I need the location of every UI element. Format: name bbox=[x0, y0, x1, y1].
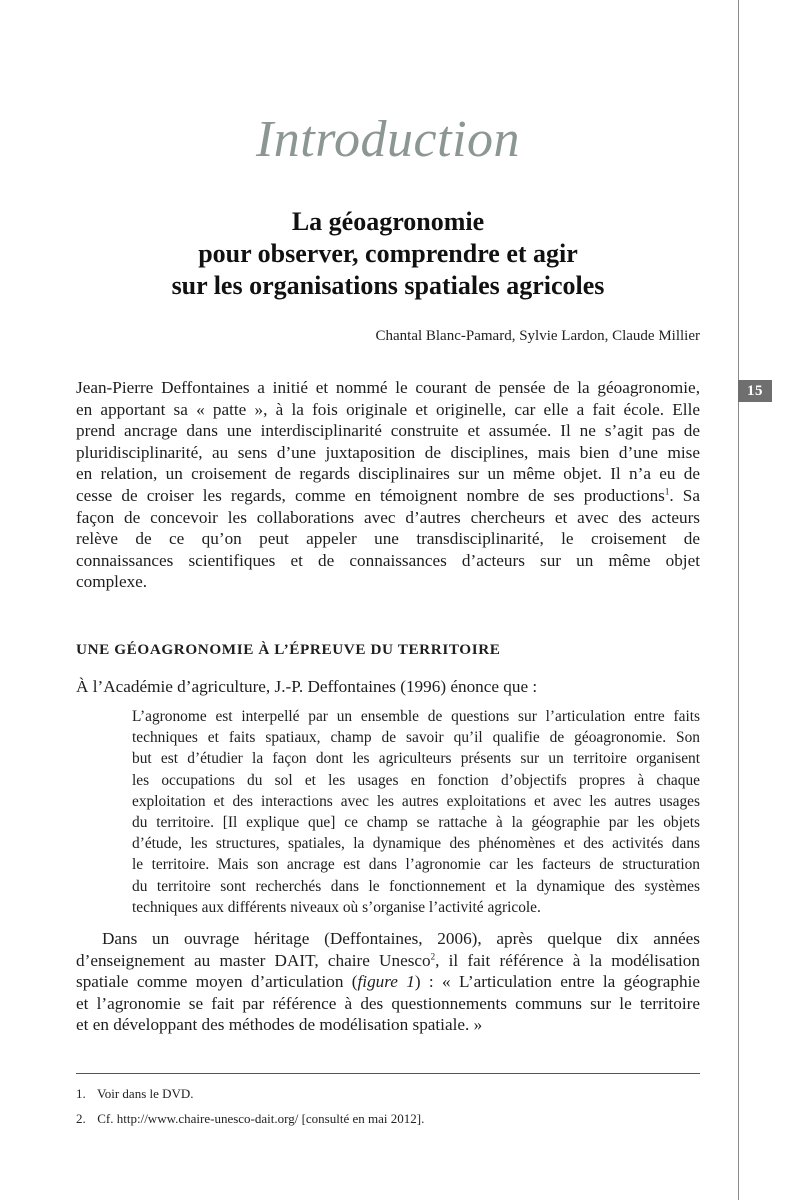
footnote-number: 1. bbox=[76, 1086, 86, 1101]
intro-paragraph bbox=[76, 377, 700, 593]
final-paragraph bbox=[76, 928, 700, 1036]
text-line: et en développant des méthodes de modélisation spatiale. » bbox=[76, 1015, 483, 1035]
text-line bbox=[76, 971, 700, 993]
text-line bbox=[76, 485, 700, 507]
text-line: et l’agronomie se fait par référence à des questionnements communs sur le territoire bbox=[76, 993, 700, 1013]
text-line: relève de ce qu’on peut appeler une transdisciplinarité, le croisement de bbox=[76, 529, 700, 549]
footnotes bbox=[76, 1085, 700, 1135]
quote-line: but est d’étudier la façon dont les agriculteurs présents sur un territoire organisent bbox=[132, 750, 700, 768]
text-line: prend ancrage dans une interdisciplinarité construite et assumée. Il ne s’agit pas de bbox=[76, 421, 700, 441]
margin-rule bbox=[738, 0, 739, 1200]
text-segment: spatiale comme moyen d’articulation ( bbox=[76, 972, 358, 992]
text-line: en apportant sa « patte », à la fois originale et originelle, car elle a fait école. Elle bbox=[76, 399, 700, 419]
title-line: pour observer, comprendre et agir bbox=[198, 239, 578, 268]
text-line: complexe. bbox=[76, 572, 148, 592]
text-line: Dans un ouvrage héritage (Deffontaines, 2006), après quelque dix années bbox=[102, 929, 700, 948]
quote-line: techniques et faits spatiaux, champ de savoir qu’il qualifie de géoagronomie. Son bbox=[132, 729, 700, 747]
text-segment: d’enseignement au master DAIT, chaire Unesco bbox=[76, 950, 431, 970]
footnote bbox=[76, 1085, 700, 1102]
title-line: La géoagronomie bbox=[291, 207, 485, 236]
authors: Chantal Blanc-Pamard, Sylvie Lardon, Claude Millier bbox=[375, 328, 700, 344]
quote-line: les occupations du sol et les usages en fonction d’objectifs propres à chaque bbox=[132, 771, 700, 789]
page-number: 15 bbox=[738, 380, 772, 402]
footnote-ref[interactable]: 2 bbox=[430, 950, 436, 961]
text-line: connaissances scientifiques et de connaissances d’acteurs sur un même objet bbox=[76, 550, 700, 570]
footnote-divider bbox=[76, 1073, 700, 1074]
section-heading: UNE GÉOAGRONOMIE À L’ÉPREUVE DU TERRITOIRE bbox=[76, 641, 501, 658]
quote-line: exploitation et des interactions avec les autres exploitations et avec les autres usages bbox=[132, 792, 700, 810]
footnote-ref[interactable]: 1 bbox=[664, 486, 670, 497]
text-line: en relation, un croisement de regards disciplinaires sur un même objet. Il n’a eu de bbox=[76, 464, 700, 484]
figure-reference[interactable]: figure 1 bbox=[357, 972, 415, 992]
text-segment: ) : « L’articulation entre la géographie bbox=[414, 972, 700, 992]
title-line: sur les organisations spatiales agricoles bbox=[171, 271, 605, 300]
lead-sentence: À l’Académie d’agriculture, J.-P. Deffontaines (1996) énonce que : bbox=[76, 677, 538, 696]
block-quote bbox=[132, 706, 700, 918]
quote-line: d’étude, les structures, spatiales, la dynamique des phénomènes et des activités dans bbox=[132, 835, 700, 853]
quote-line: L’agronome est interpellé par un ensemble de questions sur l’articulation entre faits bbox=[132, 708, 700, 725]
footnote-text: Voir dans le DVD. bbox=[97, 1086, 194, 1101]
text-segment: , il fait référence à la modélisation bbox=[435, 950, 700, 970]
footnote bbox=[76, 1110, 700, 1127]
quote-line: du territoire. [Il explique que] ce champ se rattache à la géographie par les objets bbox=[132, 814, 700, 832]
text-line bbox=[76, 950, 700, 972]
footnote-text: Cf. http://www.chaire-unesco-dait.org/ [consulté en mai 2012]. bbox=[97, 1111, 425, 1126]
text-line: façon de concevoir les collaborations avec d’autres chercheurs et avec des acteurs bbox=[76, 507, 700, 527]
text-segment: cesse de croiser les regards, comme en témoignent nombre de ses productions bbox=[76, 485, 665, 505]
text-line: Jean-Pierre Deffontaines a initié et nommé le courant de pensée de la géoagronomie, bbox=[76, 378, 700, 397]
text-line: pluridisciplinarité, au sens d’une juxtaposition de disciplines, mais bien d’une mise bbox=[76, 442, 700, 462]
quote-line: du territoire sont recherchés dans le fonctionnement et la dynamique des systèmes bbox=[132, 877, 700, 895]
text-segment: . Sa bbox=[669, 485, 700, 505]
article-title bbox=[76, 206, 700, 302]
quote-line: techniques aux différents niveaux où s’organise l’activité agricole. bbox=[132, 898, 541, 916]
footnote-number: 2. bbox=[76, 1111, 86, 1126]
chapter-heading: Introduction bbox=[255, 111, 521, 168]
quote-line: le territoire. Mais son ancrage est dans l’agronomie car les facteurs de structuration bbox=[132, 856, 700, 874]
